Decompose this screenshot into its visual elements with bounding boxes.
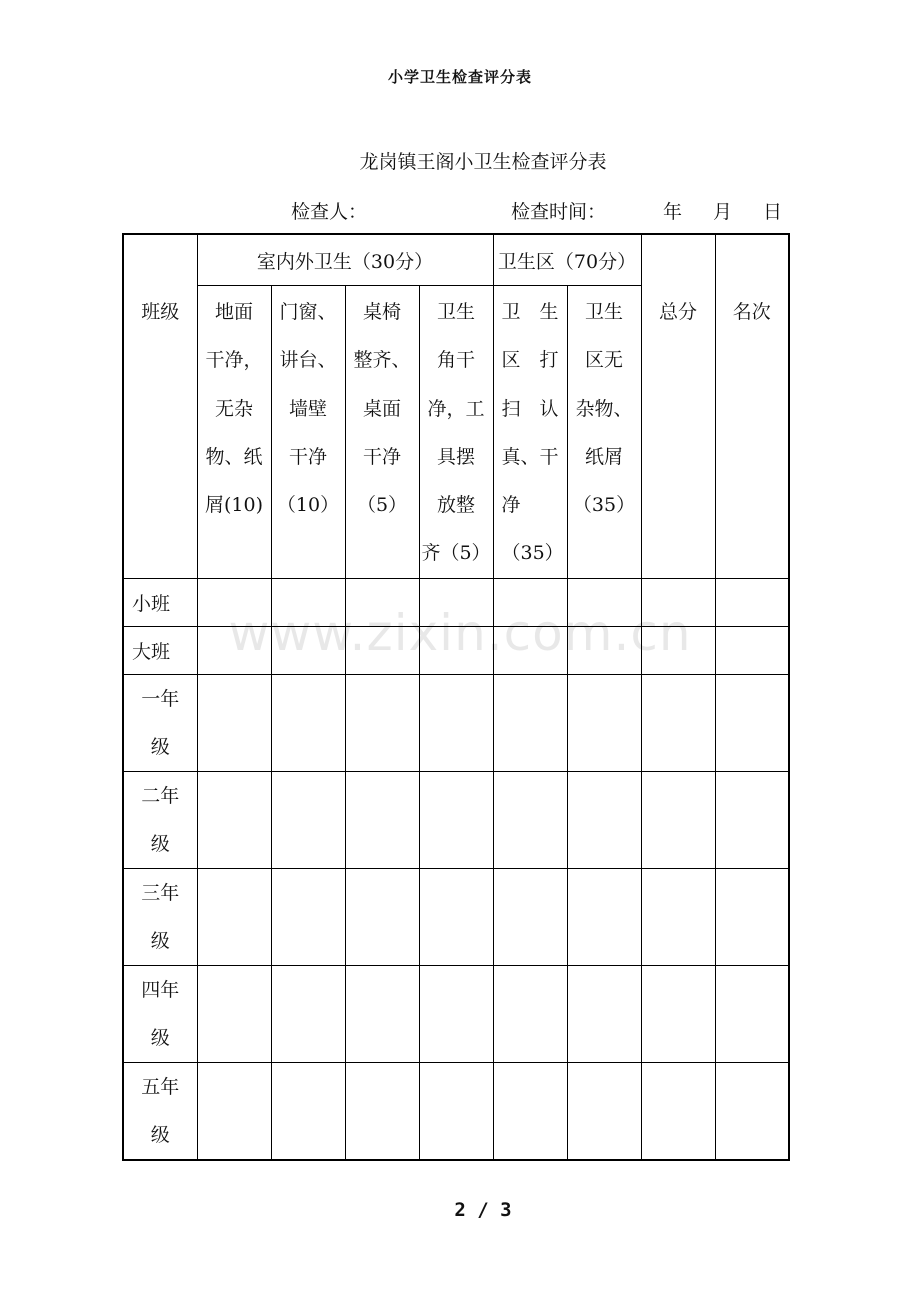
score-cell[interactable] [419, 675, 493, 772]
score-cell[interactable] [493, 869, 567, 966]
score-cell[interactable] [197, 869, 271, 966]
criteria-line: 杂物、 [575, 397, 633, 420]
page-header-title: 小学卫生检查评分表 [387, 68, 532, 86]
score-cell[interactable] [567, 627, 641, 675]
score-cell[interactable] [567, 772, 641, 869]
score-cell[interactable] [271, 675, 345, 772]
score-cell[interactable] [641, 772, 715, 869]
criteria-header-6 [567, 286, 641, 579]
score-cell[interactable] [493, 627, 567, 675]
score-cell[interactable] [345, 675, 419, 772]
class-row [123, 675, 789, 772]
class-name-cell [123, 579, 197, 627]
class-name-cell [123, 675, 197, 772]
class-name-line: 大班 [132, 641, 171, 663]
score-cell[interactable] [493, 579, 567, 627]
criteria-line: 桌面 [362, 397, 401, 420]
score-cell[interactable] [493, 1063, 567, 1161]
criteria-line: （35） [572, 494, 636, 517]
score-cell[interactable] [271, 579, 345, 627]
criteria-header-5 [493, 286, 567, 579]
watermark: www.zixin.com.cn [228, 604, 692, 662]
score-cell[interactable] [641, 1063, 715, 1161]
class-name-line: 一年 [141, 688, 180, 710]
criteria-header-4 [419, 286, 493, 579]
criteria-line: 卫生 [436, 301, 475, 323]
class-row [123, 1063, 789, 1161]
score-cell[interactable] [197, 627, 271, 675]
criteria-line: （10） [276, 494, 340, 517]
criteria-line: 纸屑 [584, 445, 623, 468]
class-name-cell [123, 627, 197, 675]
class-name-cell [123, 1063, 197, 1161]
criteria-line: 净，工 [427, 397, 485, 420]
criteria-line: 门窗、 [279, 301, 337, 323]
score-cell[interactable] [345, 772, 419, 869]
score-cell[interactable] [715, 579, 789, 627]
class-name-cell [123, 772, 197, 869]
inspector-row [0, 197, 920, 221]
class-name-cell [123, 869, 197, 966]
score-cell[interactable] [419, 627, 493, 675]
score-cell[interactable] [345, 627, 419, 675]
class-row [123, 869, 789, 966]
score-cell[interactable] [197, 1063, 271, 1161]
score-cell[interactable] [271, 1063, 345, 1161]
score-cell[interactable] [271, 869, 345, 966]
criteria-line: 卫生 [584, 301, 623, 323]
class-name-line: 级 [150, 736, 170, 758]
rank-header: 名次 [715, 234, 789, 579]
document-title: 龙岗镇王阁小卫生检查评分表 [359, 151, 607, 173]
class-name-line: 级 [150, 1124, 170, 1146]
score-cell[interactable] [493, 772, 567, 869]
score-cell[interactable] [345, 579, 419, 627]
header-row-groups [123, 234, 789, 286]
class-row [123, 772, 789, 869]
criteria-line: 区无 [584, 349, 623, 372]
criteria-line: 干净， [205, 349, 263, 372]
score-cell[interactable] [345, 869, 419, 966]
class-column-header: 班级 [123, 234, 197, 579]
criteria-line: （35） [501, 542, 564, 565]
score-cell[interactable] [567, 675, 641, 772]
criteria-header-3 [345, 286, 419, 579]
criteria-line: 干净 [362, 445, 401, 468]
criteria-line: 物、纸 [205, 445, 263, 468]
class-name-line: 三年 [141, 882, 180, 904]
score-cell[interactable] [419, 1063, 493, 1161]
criteria-line: 干净 [288, 445, 327, 468]
score-cell[interactable] [345, 1063, 419, 1161]
class-row [123, 579, 789, 627]
criteria-line: 墙壁 [288, 397, 327, 420]
criteria-line: 放整 [436, 494, 475, 517]
class-row [123, 966, 789, 1063]
month-label: 月 [713, 201, 733, 223]
criteria-line: 角干 [436, 349, 475, 372]
class-row [123, 627, 789, 675]
year-label: 年 [663, 201, 683, 223]
criteria-line: 扫认 [501, 397, 559, 420]
score-cell[interactable] [715, 627, 789, 675]
indoor-outdoor-group-header: 室内外卫生（30分） [197, 234, 493, 286]
score-cell[interactable] [641, 966, 715, 1063]
score-cell[interactable] [715, 869, 789, 966]
criteria-line: 讲台、 [279, 349, 337, 372]
score-cell[interactable] [271, 772, 345, 869]
criteria-line: 具摆 [436, 445, 475, 468]
score-cell[interactable] [197, 772, 271, 869]
score-cell[interactable] [271, 627, 345, 675]
score-cell[interactable] [197, 966, 271, 1063]
score-table [122, 233, 790, 1161]
inspection-time-label: 检查时间： [511, 201, 607, 223]
class-name-line: 小班 [132, 593, 171, 615]
score-cell[interactable] [419, 579, 493, 627]
score-cell[interactable] [419, 772, 493, 869]
score-cell[interactable] [567, 1063, 641, 1161]
criteria-header-2 [271, 286, 345, 579]
score-cell[interactable] [567, 966, 641, 1063]
score-cell[interactable] [715, 772, 789, 869]
class-name-line: 级 [150, 833, 170, 855]
score-cell[interactable] [197, 675, 271, 772]
page-number: 2 / 3 [454, 1199, 512, 1221]
class-name-line: 四年 [141, 979, 180, 1001]
score-cell[interactable] [493, 675, 567, 772]
score-cell[interactable] [419, 869, 493, 966]
criteria-line: （5） [356, 494, 408, 517]
score-cell[interactable] [641, 579, 715, 627]
criteria-line: 真、干 [501, 445, 559, 468]
criteria-line: 地面 [214, 301, 253, 323]
score-cell[interactable] [715, 1063, 789, 1161]
score-cell[interactable] [641, 869, 715, 966]
score-cell[interactable] [567, 869, 641, 966]
criteria-line: 卫生 [501, 301, 559, 323]
score-cell[interactable] [641, 627, 715, 675]
score-cell[interactable] [493, 966, 567, 1063]
score-cell[interactable] [641, 675, 715, 772]
criteria-line: 整齐、 [353, 349, 411, 372]
score-cell[interactable] [715, 675, 789, 772]
score-cell[interactable] [419, 966, 493, 1063]
score-cell[interactable] [345, 966, 419, 1063]
criteria-line: 齐（5） [421, 542, 491, 565]
criteria-line: 桌椅 [362, 301, 401, 323]
score-cell[interactable] [197, 579, 271, 627]
score-cell[interactable] [271, 966, 345, 1063]
criteria-header-1 [197, 286, 271, 579]
criteria-line: 屑(10) [204, 494, 263, 517]
class-name-cell [123, 966, 197, 1063]
day-label: 日 [763, 201, 783, 223]
total-score-header: 总分 [641, 234, 715, 579]
criteria-line: 净 [501, 494, 521, 517]
score-cell[interactable] [567, 579, 641, 627]
class-name-line: 级 [150, 930, 170, 952]
score-table-body [123, 234, 789, 1160]
hygiene-area-group-header: 卫生区（70分） [493, 234, 641, 286]
score-cell[interactable] [715, 966, 789, 1063]
criteria-line: 无杂 [214, 397, 253, 420]
criteria-line: 区打 [501, 349, 559, 372]
class-name-line: 级 [150, 1027, 170, 1049]
inspector-label: 检查人： [291, 201, 368, 223]
class-name-line: 二年 [141, 785, 180, 807]
class-name-line: 五年 [141, 1076, 180, 1098]
